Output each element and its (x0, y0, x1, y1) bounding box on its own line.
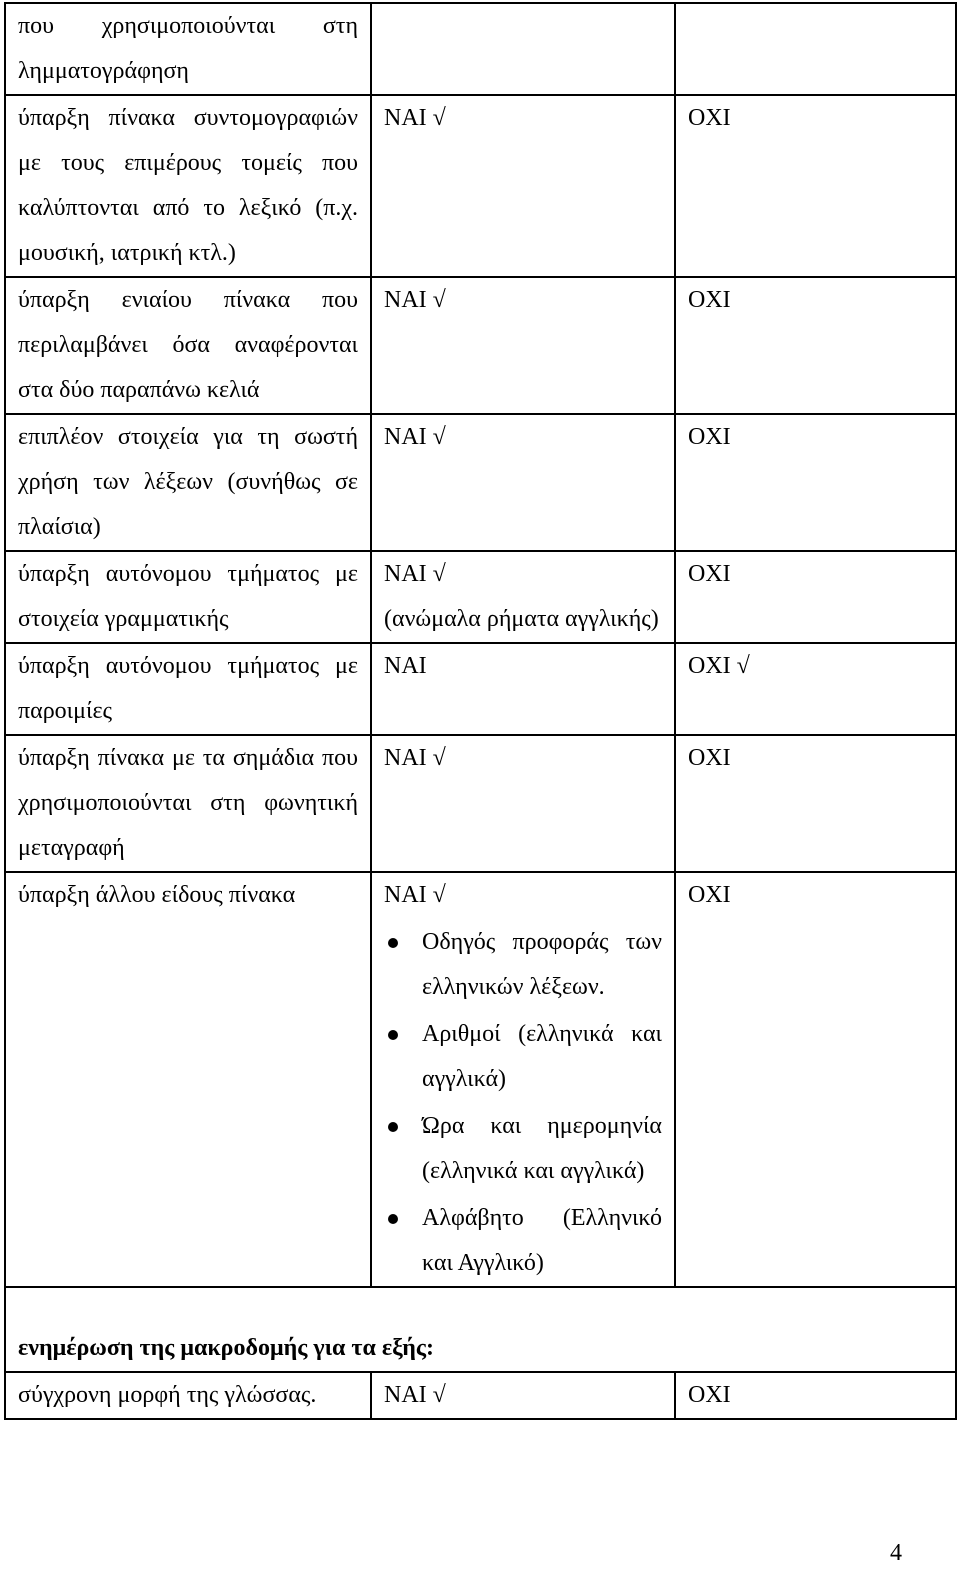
other-tables-list (384, 920, 662, 1286)
criterion-cell: ύπαρξη πίνακα συντομογραφιών με τους επιμέρους τομείς που καλύπτονται από το λεξικό (π.χ. μουσική, ιατρική κτλ.) (5, 95, 371, 277)
list-item-text: Αλφάβητο (Ελληνικό και Αγγλικό) (422, 1205, 662, 1276)
no-cell: ΟΧΙ (675, 551, 956, 643)
criterion-cell: ύπαρξη ενιαίου πίνακα που περιλαμβάνει όσα αναφέρονται στα δύο παραπάνω κελιά (5, 277, 371, 414)
criterion-cell: που χρησιμοποιούνται στη λημματογράφηση (5, 3, 371, 95)
table-row (5, 3, 956, 95)
no-cell: ΟΧΙ √ (675, 643, 956, 735)
yes-note: (ανώμαλα ρήματα αγγλικής) (384, 606, 659, 632)
bullet-icon (388, 1214, 398, 1224)
criterion-cell: ύπαρξη αυτόνομου τμήματος με στοιχεία γραμματικής (5, 551, 371, 643)
table-row (5, 414, 956, 551)
no-cell: ΟΧΙ (675, 414, 956, 551)
list-item-text: Αριθμοί (ελληνικά και αγγλικά) (422, 1021, 662, 1092)
list-item (386, 1012, 662, 1102)
table-row (5, 277, 956, 414)
bullet-icon (388, 1122, 398, 1132)
yes-cell (371, 551, 675, 643)
yes-cell: ΝΑΙ √ (371, 1372, 675, 1419)
list-item (386, 1104, 662, 1194)
table-row (5, 872, 956, 1287)
no-cell (675, 3, 956, 95)
section-heading-row (5, 1287, 956, 1372)
no-cell: ΟΧΙ (675, 277, 956, 414)
table-row (5, 735, 956, 872)
table-row (5, 95, 956, 277)
list-item-text: Οδηγός προφοράς των ελληνικών λέξεων. (422, 929, 662, 1000)
yes-cell: ΝΑΙ √ (371, 735, 675, 872)
no-cell: ΟΧΙ (675, 1372, 956, 1419)
criterion-cell: ύπαρξη άλλου είδους πίνακα (5, 872, 371, 1287)
bullet-icon (388, 938, 398, 948)
yes-cell: ΝΑΙ √ (371, 277, 675, 414)
criterion-cell: επιπλέον στοιχεία για τη σωστή χρήση των λέξεων (συνήθως σε πλαίσια) (5, 414, 371, 551)
yes-cell: ΝΑΙ √ (371, 414, 675, 551)
bullet-icon (388, 1030, 398, 1040)
no-cell: ΟΧΙ (675, 735, 956, 872)
criterion-cell: σύγχρονη μορφή της γλώσσας. (5, 1372, 371, 1419)
evaluation-table (4, 2, 957, 1420)
no-cell: ΟΧΙ (675, 872, 956, 1287)
list-item (386, 1196, 662, 1286)
table-row (5, 1372, 956, 1419)
yes-value: ΝΑΙ √ (384, 561, 446, 587)
macrostructure-heading: ενημέρωση της μακροδομής για τα εξής: (5, 1287, 956, 1372)
yes-cell: ΝΑΙ √ (371, 95, 675, 277)
criterion-cell: ύπαρξη πίνακα με τα σημάδια που χρησιμοποιούνται στη φωνητική μεταγραφή (5, 735, 371, 872)
table-row (5, 643, 956, 735)
yes-cell (371, 3, 675, 95)
yes-cell (371, 872, 675, 1287)
table-row (5, 551, 956, 643)
yes-cell: ΝΑΙ (371, 643, 675, 735)
yes-value: ΝΑΙ √ (384, 882, 446, 908)
no-cell: ΟΧΙ (675, 95, 956, 277)
page-number: 4 (890, 1540, 902, 1566)
criterion-cell: ύπαρξη αυτόνομου τμήματος με παροιμίες (5, 643, 371, 735)
list-item (386, 920, 662, 1010)
list-item-text: Ώρα και ημερομηνία (ελληνικά και αγγλικά) (422, 1113, 662, 1184)
